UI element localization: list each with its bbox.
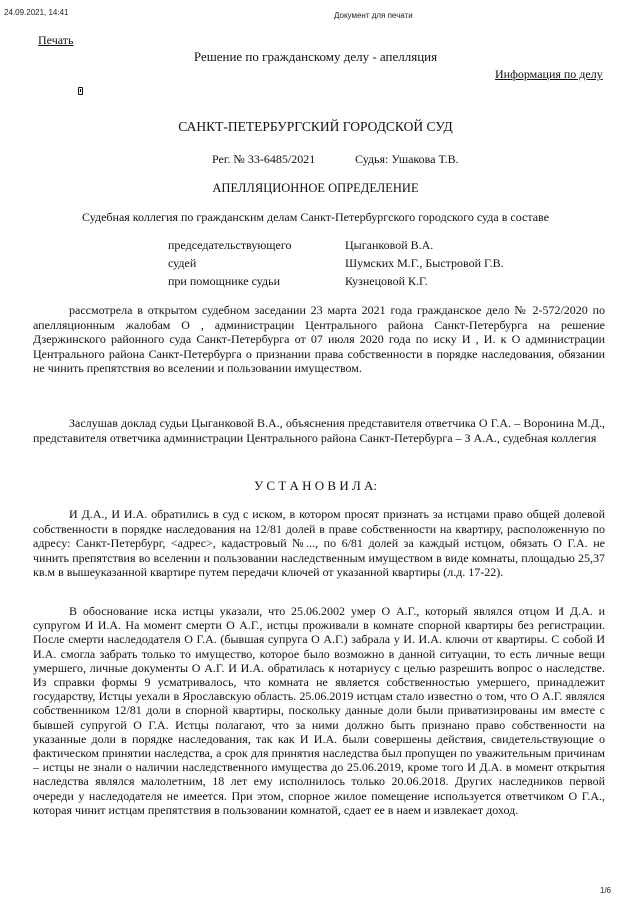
paragraph-hearing [33, 303, 605, 376]
judge-name: Судья: Ушакова Т.В. [355, 152, 459, 166]
composition-role: при помощнике судьи [168, 274, 280, 288]
print-link[interactable]: Печать [38, 33, 74, 47]
ruling-title: АПЕЛЛЯЦИОННОЕ ОПРЕДЕЛЕНИЕ [212, 181, 419, 195]
paragraph-claim [33, 507, 605, 580]
composition-names: Кузнецовой К.Г. [345, 274, 428, 288]
court-name: САНКТ-ПЕТЕРБУРГСКИЙ ГОРОДСКОЙ СУД [178, 119, 453, 134]
paragraph-claim-text: И Д.А., И И.А. обратились в суд с иском, в котором просят признать за истцами право общей долевой собственности в порядке наследования на 12/81 долей в праве собственности на квартиру, расположенную по адресу: Санкт-Петербург, <адрес>, кадастровый №..., по 6/81 долей за каждый истцом, обязать О Г.А. не чинить препятствия во вселении и пользовании наследственным имуществом в виде комнаты, площадью 25,37 кв.м в вышеуказанной квартире путем передачи ключей от указанной квартиры (л.д. 17-22). [33, 507, 605, 580]
paragraph-report-text: Заслушав доклад судьи Цыганковой В.А., объяснения представителя ответчика О Г.А. – Воронина М.Д., представителя ответчика администрации Центрального района Санкт-Петербурга – З А.А., судебная коллегия [33, 416, 605, 445]
paragraph-grounds-text: В обоснование иска истцы указали, что 25.06.2002 умер О А.Г., который являлся отцом И Д.А. и супругом И И.А. На момент смерти О А.Г., истцы проживали в комнате спорной квартиры без регистрации. После смерти наследодателя О Г.А. (бывшая супруга О А.Г.) забрала у И. И.А. ключи от квартиры. С собой И И.А. смогла забрать только то имущество, которое было возможно в данной ситуации, то есть личные вещи умершего, личные документы О А.Г. И И.А. обратилась к нотариусу с целью разрешить вопрос о наследстве. Из справки формы 9 усматривалось, что комната не является собственностью умершего, принадлежит государству, Истцы уехали в Ярославскую область. 25.06.2019 истцам стало известно о том, что О А.Г. являлся собственником 12/81 доли в спорной квартиры, поскольку данные доли были приватизированы им вместе с бывшей супругой О Г.А. Истцы полагают, что за ними должно быть признано право собственности на указанные доли в порядке наследования, так как И И.А. были совершены действия, свидетельствующие о фактическом принятии наследства, а срок для принятия наследства был пропущен по уважительным причинам – истцы не знали о наличии наследственного имущества до 25.06.2019, кроме того И Д.А. в момент открытия наследства являлся малолетним, 18 лет ему исполнилось только 20.06.2018. Других наследников первой очереди у наследодателя не имеется. При этом, спорное жилое помещение используется ответчиком О Г.А., которая чинит истцам препятствия в пользовании комнатой, сдает ее в наем и извлекает доход. [33, 604, 605, 817]
page-number: 1/6 [600, 886, 612, 895]
composition-role: председательствующего [168, 238, 292, 252]
document-heading: Решение по гражданскому делу - апелляция [193, 49, 438, 64]
composition-names: Цыганковой В.А. [345, 238, 434, 252]
established-heading: У С Т А Н О В И Л А: [253, 478, 378, 493]
print-datetime: 24.09.2021, 14:41 [4, 8, 69, 17]
registration-number: Рег. № 33-6485/2021 [212, 152, 316, 166]
phone-icon [78, 87, 83, 95]
paragraph-report [33, 416, 605, 445]
composition-names: Шумских М.Г., Быстровой Г.В. [345, 256, 504, 270]
print-header-title: Документ для печати [334, 11, 413, 20]
composition-role: судей [168, 256, 197, 270]
paragraph-hearing-text: рассмотрела в открытом судебном заседании 23 марта 2021 года гражданское дело № 2-572/2020 по апелляционным жалобам О , администрации Центрального района Санкт-Петербурга на решение Дзержинского районного суда Санкт-Петербурга от 07 июля 2020 года по иску И , И. к О администрации Центрального района Санкт-Петербурга о признании права собственности в порядке наследования, обязании не чинить препятствия во вселении и пользовании имуществом. [33, 303, 605, 376]
case-info-link[interactable]: Информация по делу [495, 67, 603, 81]
collegium-line: Судебная коллегия по гражданским делам Санкт-Петербургского городского суда в составе [82, 210, 549, 224]
paragraph-grounds [33, 604, 605, 817]
